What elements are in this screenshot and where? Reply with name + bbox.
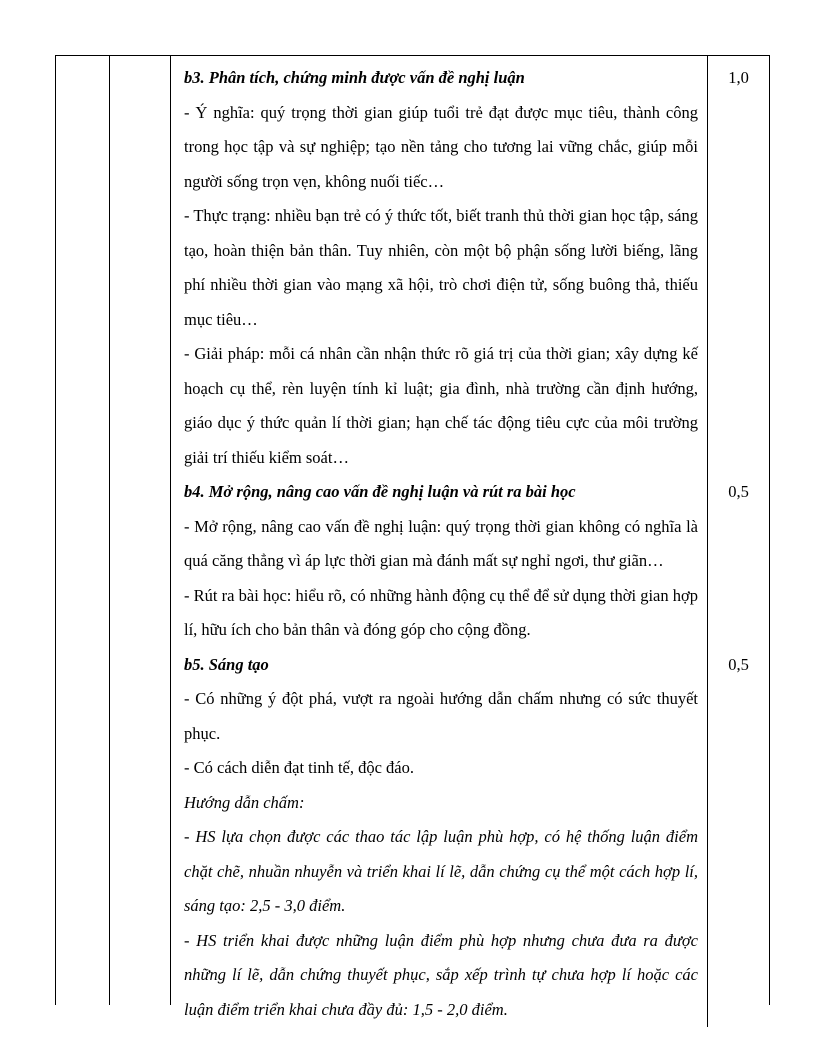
rubric-section: [171, 475, 769, 648]
table-column-empty-1: [56, 56, 110, 1005]
criterion-text: - Ý nghĩa: quý trọng thời gian giúp tuổi trẻ đạt được mục tiêu, thành công trong học tập và sự nghiệp; tạo nền tảng cho tương lai vững chắc, giúp mỗi người sống trọn vẹn, không nuối tiếc…: [184, 102, 698, 191]
rubric-section: [171, 648, 769, 1028]
points-value: 0,5: [728, 482, 749, 501]
criterion-text: - HS lựa chọn được các thao tác lập luận phù hợp, có hệ thống luận điểm chặt chẽ, nhuần nhuyễn và triển khai lí lẽ, dẫn chứng cụ thể một cách hợp lí, sáng tạo: 2,5 - 3,0 điểm.: [184, 827, 698, 915]
section-points-cell: [708, 56, 769, 475]
section-content: [171, 475, 708, 648]
criterion-text: - Rút ra bài học: hiểu rõ, có những hành động cụ thể để sử dụng thời gian hợp lí, hữu ích cho bản thân và đóng góp cho cộng đồng.: [184, 585, 698, 639]
criterion-text: - Thực trạng: nhiều bạn trẻ có ý thức tốt, biết tranh thủ thời gian học tập, sáng tạo, hoàn thiện bản thân. Tuy nhiên, còn một bộ phận sống lười biếng, lãng phí nhiều thời gian vào mạng xã hội, trò chơi điện tử, sống buông thả, thiếu mục tiêu…: [184, 206, 698, 329]
points-value: 1,0: [728, 68, 749, 87]
table-column-empty-2: [110, 56, 171, 1005]
section-content: [171, 56, 708, 475]
criterion-text: Hướng dẫn chấm:: [184, 792, 305, 812]
content-column: [171, 56, 769, 1019]
criterion-text: - Có những ý đột phá, vượt ra ngoài hướng dẫn chấm nhưng có sức thuyết phục.: [184, 689, 698, 743]
points-value: 0,5: [728, 654, 749, 674]
criterion-heading: b3. Phân tích, chứng minh được vấn đề nghị luận: [184, 68, 525, 87]
section-points-cell: [708, 475, 769, 648]
criterion-heading: b4. Mở rộng, nâng cao vấn đề nghị luận và rút ra bài học: [184, 482, 576, 501]
grading-rubric-table: [55, 55, 770, 1019]
criterion-text: - Mở rộng, nâng cao vấn đề nghị luận: quý trọng thời gian không có nghĩa là quá căng thẳng vì áp lực thời gian mà đánh mất sự nghỉ ngơi, thư giãn…: [184, 516, 698, 570]
criterion-heading: b5. Sáng tạo: [184, 654, 269, 674]
section-content: [171, 648, 708, 1028]
criterion-text: - Có cách diễn đạt tinh tế, độc đáo.: [184, 758, 415, 777]
criterion-text: - Giải pháp: mỗi cá nhân cần nhận thức rõ giá trị của thời gian; xây dựng kế hoạch cụ thể, rèn luyện tính kỉ luật; gia đình, nhà trường cần định hướng, giáo dục ý thức quản lí thời gian; hạn chế tác động tiêu cực của môi trường giải trí thiếu kiểm soát…: [184, 344, 698, 467]
rubric-section: [171, 56, 769, 475]
criterion-text: - HS triển khai được những luận điểm phù hợp nhưng chưa đưa ra được những lí lẽ, dẫn chứng thuyết phục, sắp xếp trình tự chưa hợp lí hoặc các luận điểm triển khai chưa đầy đủ: 1,5 - 2,0 điểm.: [184, 930, 698, 1019]
section-points-cell: [708, 648, 769, 1028]
